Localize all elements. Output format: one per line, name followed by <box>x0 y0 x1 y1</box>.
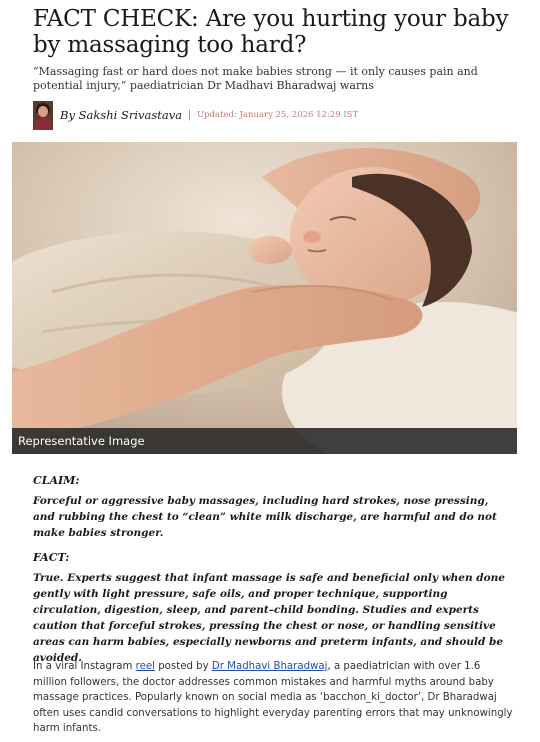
claim-text: Forceful or aggressive baby massages, including hard strokes, nose pressing, and rubbing the chest to “clean” white milk discharge, are harmful and do not make babies stronger. <box>33 495 497 539</box>
body-paragraph <box>33 659 513 737</box>
article-headline: FACT CHECK: Are you hurting your baby by massaging too hard? <box>33 6 509 58</box>
fact-section <box>33 551 508 666</box>
author-avatar[interactable] <box>33 101 53 130</box>
reel-link[interactable]: reel <box>135 661 155 672</box>
image-caption: Representative Image <box>18 434 145 448</box>
author-name[interactable]: By Sakshi Srivastava <box>60 108 183 122</box>
hero-image <box>12 142 517 454</box>
fact-text: True. Experts suggest that infant massage is safe and beneficial only when done gently with light pressure, safe oils, and proper technique, supporting circulation, digestion, sleep, and parent–child bonding. Studies and experts caution that forceful strokes, pressing the chest or nose, or handling sensitive areas can harm babies, especially newborns and preterm infants, and should be avoided. <box>33 572 505 664</box>
claim-section <box>33 474 508 541</box>
byline-separator: | <box>188 109 191 121</box>
baby-photo <box>12 142 517 454</box>
fact-label: FACT: <box>33 551 70 564</box>
para-text-1: In a viral Instagram <box>33 661 136 672</box>
doctor-profile-link[interactable]: Dr Madhavi Bharadwaj <box>211 661 328 672</box>
para-text-2: posted by <box>154 661 212 672</box>
article-subhead: “Massaging fast or hard does not make babies strong — it only causes pain and potential injury,” paediatrician Dr Madhavi Bharadwaj warns <box>33 65 478 92</box>
para-text-3: , a paediatrician with over 1.6 million followers, the doctor addresses common mistakes and harmful myths around baby massage practices. Popularly known on social media as ‘bacchon_ki_doctor’, Dr Bharadwaj often uses candid conversations to highlight everyday parenting errors that may unknowingly harm infants. <box>33 661 513 735</box>
claim-label: CLAIM: <box>33 474 80 487</box>
byline <box>33 100 513 130</box>
updated-timestamp: Updated: January 25, 2026 12:29 IST <box>196 110 359 120</box>
